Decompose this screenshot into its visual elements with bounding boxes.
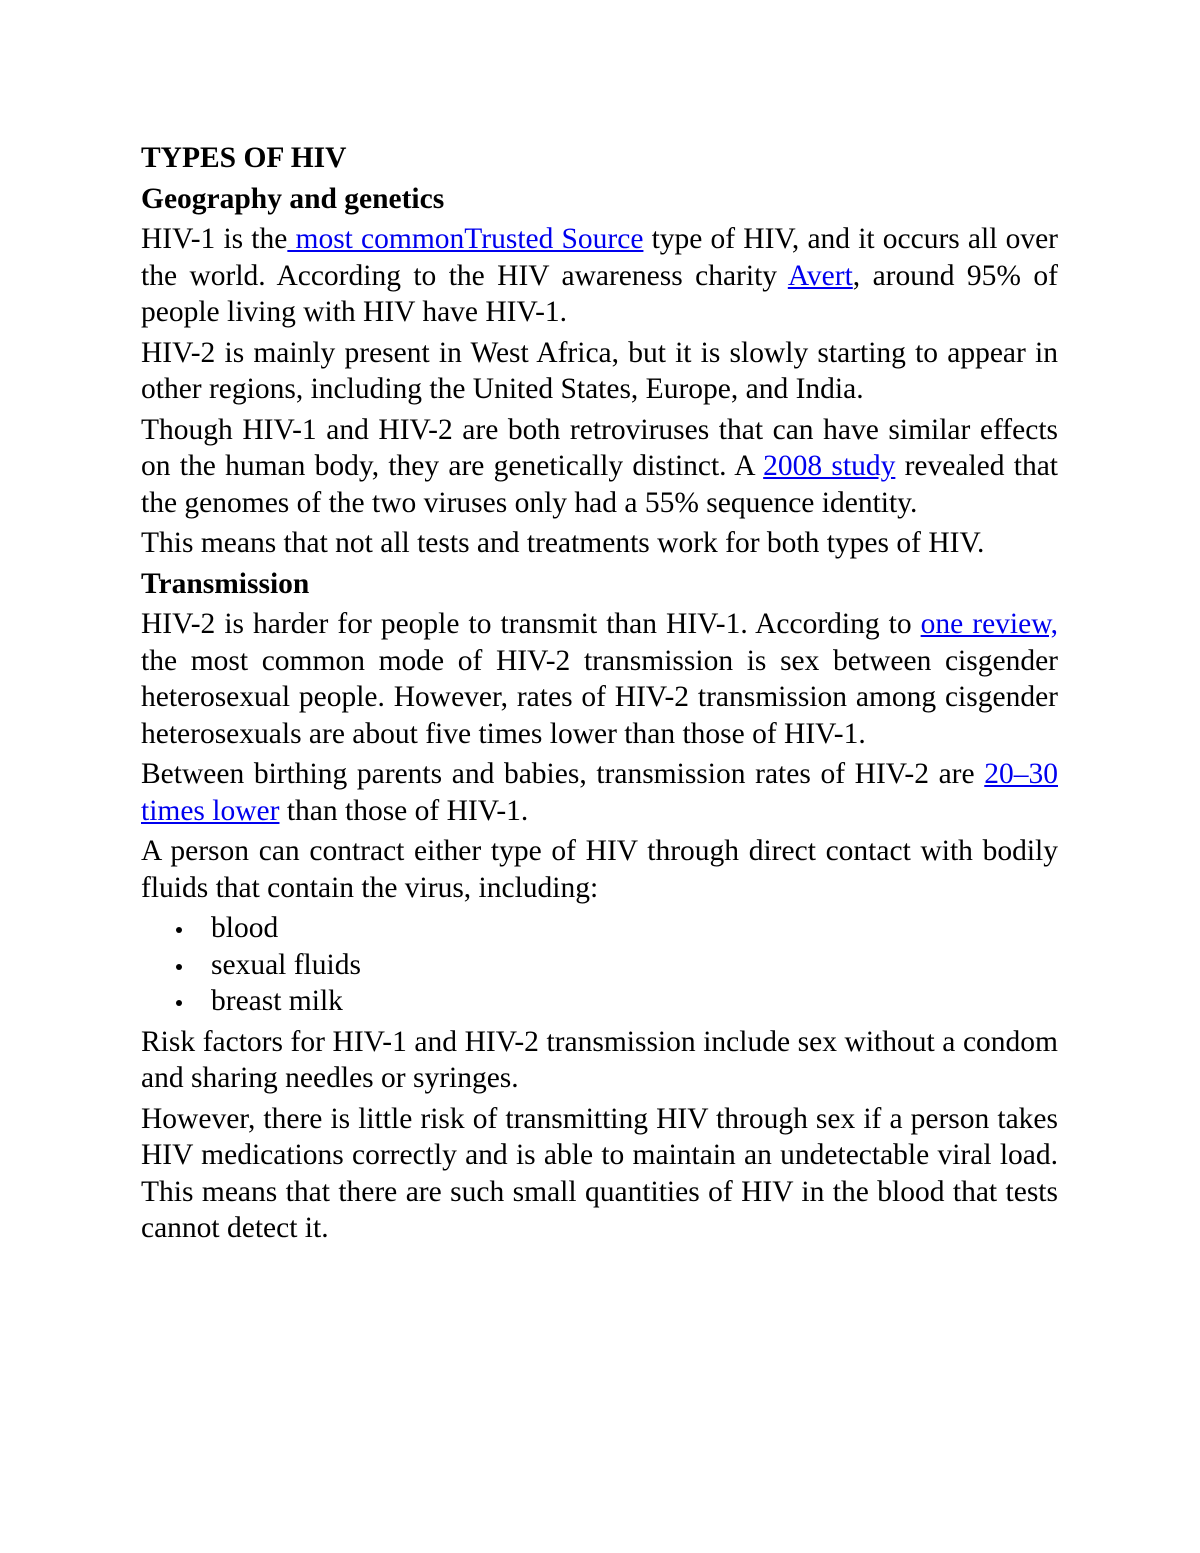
text-run: the most common mode of HIV-2 transmission is sex between cisgender heterosexual people. However, rates of HIV-2 transmission among cisgender heterosexuals are about five times lower than those of HIV-1. [141,644,1058,750]
paragraph-hiv2-regions: HIV-2 is mainly present in West Africa, but it is slowly starting to appear in other regions, including the United States, Europe, and India. [141,336,1058,405]
paragraph-risk-factors: Risk factors for HIV-1 and HIV-2 transmission include sex without a condom and sharing needles or syringes. [141,1025,1058,1094]
list-item-text: breast milk [211,985,343,1017]
study-2008-link[interactable]: 2008 study [763,450,896,482]
paragraph-tests-treatments: This means that not all tests and treatments work for both types of HIV. [141,527,985,559]
text-run: type of HIV, and it occurs all over the world. According to the HIV awareness charity [141,223,1058,292]
text-run: revealed that the genomes of the two viruses only had a 55% sequence identity. [141,450,1058,519]
list-item [141,910,1058,947]
paragraph-hiv2-transmission [141,606,1058,752]
text-run: Between birthing parents and babies, transmission rates of HIV-2 are [141,758,985,790]
times-lower-link[interactable]: 20–30 times lower [141,758,1058,827]
text-run: HIV-2 is harder for people to transmit than HIV-1. According to [141,608,921,640]
bullet-icon [176,964,182,970]
avert-link[interactable]: Avert [787,259,853,292]
section-heading-geography: Geography and genetics [141,182,445,215]
paragraph-bodily-fluids: A person can contract either type of HIV through direct contact with bodily fluids that contain the virus, including: [141,835,1058,904]
paragraph-birthing-parents [141,756,1058,829]
list-item [141,983,1058,1020]
text-run: HIV-1 is the [141,223,288,255]
text-run: , around 95% of people living with HIV have HIV-1. [141,259,1058,328]
most-common-link[interactable]: most commonTrusted Source [287,223,644,255]
bullet-icon [176,1000,182,1006]
paragraph-undetectable-viral-load: However, there is little risk of transmitting HIV through sex if a person takes HIV medications correctly and is able to maintain an undetectable viral load. This means that there are such small quantities of HIV in the blood that tests cannot detect it. [141,1102,1058,1244]
bodily-fluids-list [141,910,1058,1020]
text-run: Though HIV-1 and HIV-2 are both retroviruses that can have similar effects on the human body, they are genetically distinct. A [141,413,1058,482]
list-item-text: blood [211,912,279,944]
document-page [141,140,1058,1251]
text-run: than those of HIV-1. [279,794,529,827]
one-review-link[interactable]: one review, [920,608,1058,640]
list-item-text: sexual fluids [211,948,361,981]
section-heading-transmission: Transmission [141,567,310,600]
bullet-icon [176,927,182,933]
paragraph-genetic-distinction [141,412,1058,522]
paragraph-hiv1-prevalence [141,221,1058,331]
document-title: TYPES OF HIV [141,142,347,174]
list-item [141,947,1058,984]
